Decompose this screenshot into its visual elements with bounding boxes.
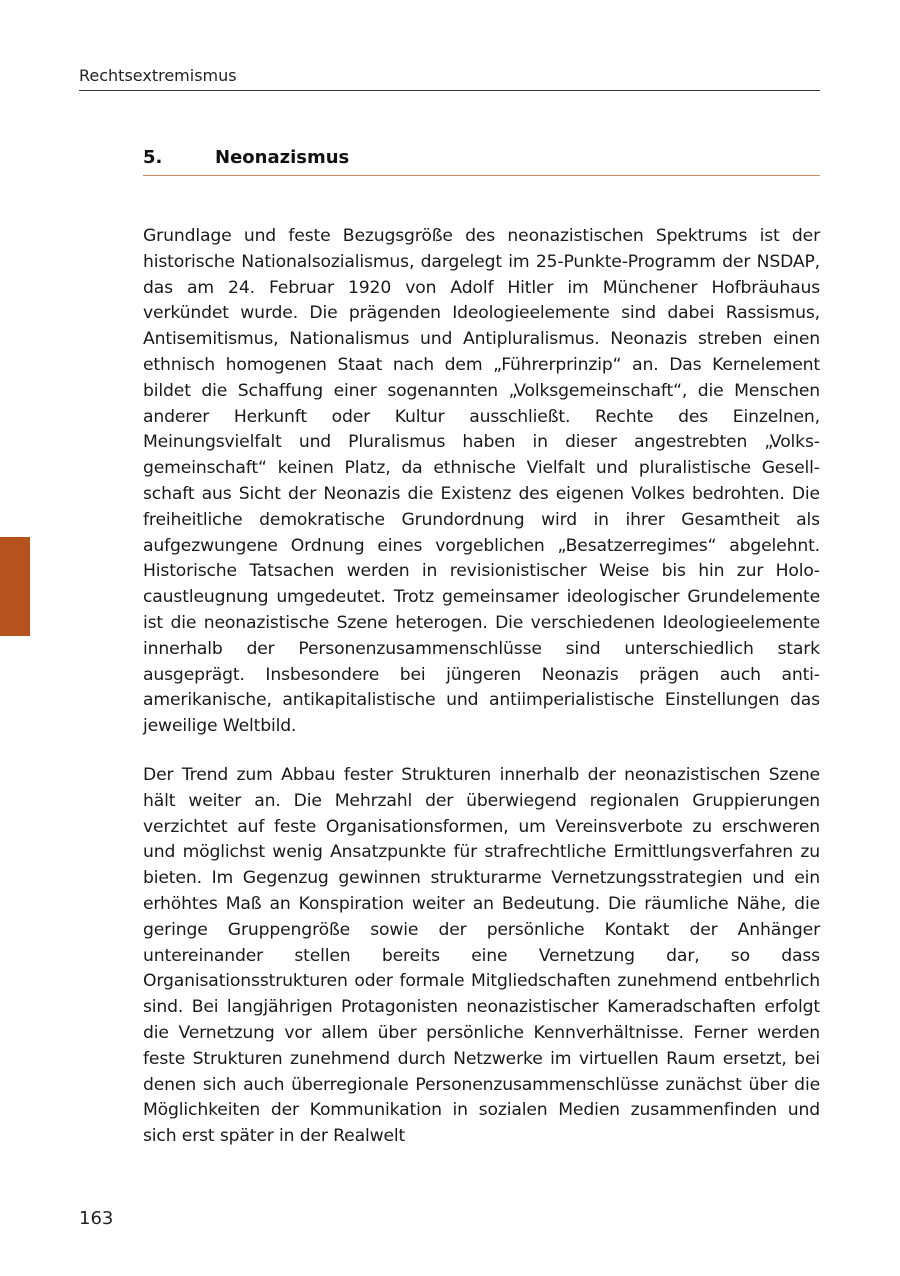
running-head: Rechtsextremismus — [79, 64, 820, 91]
body-paragraph-1: Grundlage und feste Bezugsgröße des neonazistischen Spektrums ist der historische Nationalsozialismus, dargelegt im 25-Punkte-Programm der NSDAP, das am 24. Februar 1920 von Adolf Hitler im Münchener Hofbräuhaus verkündet wurde. Die prägenden Ideologieelemente sind dabei Rassismus, Antisemitismus, Nationalismus und Antipluralismus. Neonazis streben einen ethnisch homogenen Staat nach dem „Führerprinzip“ an. Das Kernelement bildet die Schaffung einer sogenannten „Volksgemeinschaft“, die Menschen anderer Herkunft oder Kultur ausschließt. Rechte des Einzelnen, Meinungsvielfalt und Pluralismus haben in dieser angestrebten „Volksgemeinschaft“ keinen Platz, da ethnische Vielfalt und pluralistische Gesellschaft aus Sicht der Neonazis die Existenz des eigenen Volkes bedrohten. Die freiheitliche demokratische Grundordnung wird in ihrer Gesamtheit als aufgezwungene Ordnung eines vorgeblichen „Besatzerregimes“ abgelehnt. Historische Tatsachen werden in revisionistischer Weise bis hin zur Holocaustleugnung umgedeutet. Trotz gemeinsamer ideologischer Grundelemente ist die neonazistische Szene heterogen. Die verschiedenen Ideologieelemente innerhalb der Personenzusammenschlüsse sind unterschiedlich stark ausgeprägt. Insbesondere bei jüngeren Neonazis prägen auch antiamerikanische, antikapitalistische und antiimperialistische Einstellungen das jeweilige Weltbild. — [143, 226, 820, 737]
section-heading — [143, 146, 820, 176]
chapter-thumb-tab — [0, 537, 30, 636]
body-paragraph-2: Der Trend zum Abbau fester Strukturen innerhalb der neonazistischen Szene hält weiter an. Die Mehrzahl der überwiegend regionalen Gruppierungen verzichtet auf feste Organisationsformen, um Vereinsverbote zu erschweren und möglichst wenig Ansatzpunkte für strafrechtliche Ermittlungsverfahren zu bieten. Im Gegenzug gewinnen strukturarme Vernetzungsstrategien und ein erhöhtes Maß an Konspiration weiter an Bedeutung. Die räumliche Nähe, die geringe Gruppengröße sowie der persönliche Kontakt der Anhänger untereinander stellen bereits eine Vernetzung dar, so dass Organisationsstrukturen oder formale Mitgliedschaften zunehmend entbehrlich sind. Bei langjährigen Protagonisten neonazistischer Kameradschaften erfolgt die Vernetzung vor allem über persönliche Kennverhältnisse. Ferner werden feste Strukturen zunehmend durch Netzwerke im virtuellen Raum ersetzt, bei denen sich auch überregionale Personenzusammenschlüsse zunächst über die Möglichkeiten der Kommunikation in sozialen Medien zusammenfinden und sich erst später in der Realwelt — [143, 765, 820, 1147]
section-title: Neonazismus — [215, 147, 350, 168]
page-number: 163 — [79, 1208, 114, 1229]
section-number: 5. — [143, 147, 163, 168]
